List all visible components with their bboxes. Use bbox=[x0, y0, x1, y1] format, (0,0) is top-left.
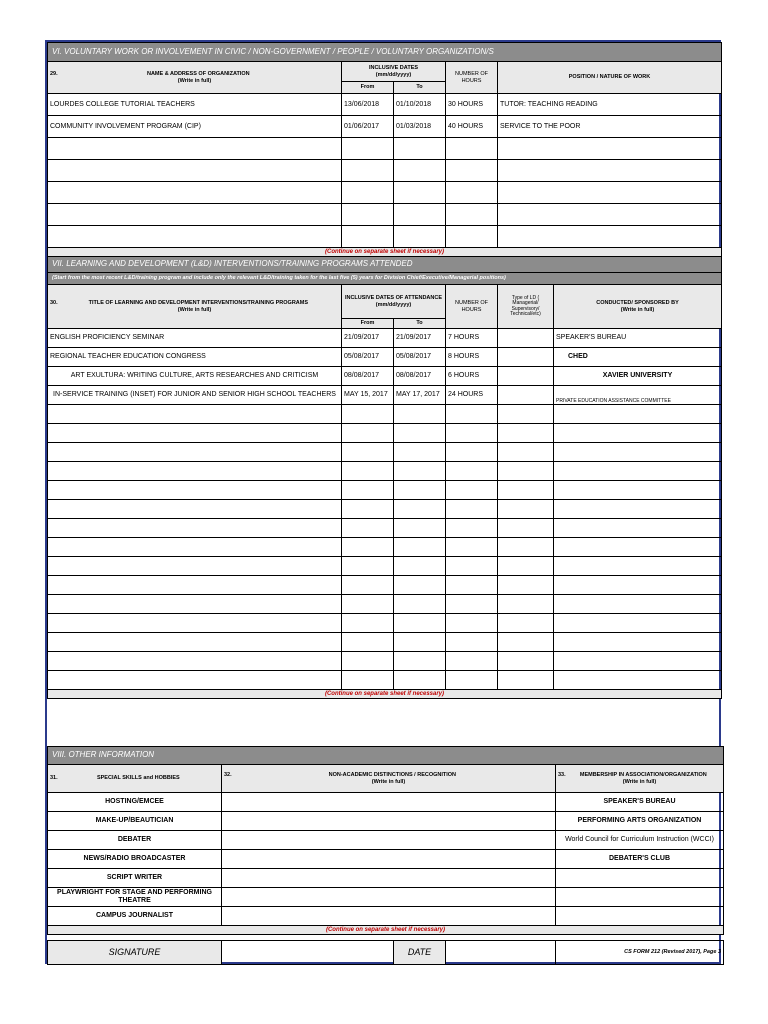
table-row bbox=[48, 831, 724, 850]
to-cell[interactable]: 01/10/2018 bbox=[394, 94, 446, 116]
org-name-cell[interactable]: COMMUNITY INVOLVEMENT PROGRAM (CIP) bbox=[48, 116, 342, 138]
conducted-by-cell[interactable] bbox=[554, 481, 722, 500]
training-title-cell[interactable]: REGIONAL TEACHER EDUCATION CONGRESS bbox=[48, 348, 342, 367]
recognition-cell[interactable] bbox=[222, 831, 556, 850]
position-cell[interactable] bbox=[498, 138, 722, 160]
table-row bbox=[48, 182, 722, 204]
from-cell[interactable] bbox=[342, 633, 394, 652]
recognition-cell[interactable] bbox=[222, 907, 556, 926]
from-cell[interactable] bbox=[342, 443, 394, 462]
from-cell[interactable] bbox=[342, 481, 394, 500]
hours-cell[interactable] bbox=[446, 226, 498, 248]
hours-cell[interactable] bbox=[446, 671, 498, 690]
table-row bbox=[48, 850, 724, 869]
membership-cell[interactable] bbox=[556, 907, 724, 926]
to-cell[interactable]: 05/08/2017 bbox=[394, 348, 446, 367]
to-header: To bbox=[394, 82, 446, 94]
conducted-by-cell[interactable] bbox=[554, 576, 722, 595]
conducted-by-cell[interactable] bbox=[554, 405, 722, 424]
to-cell[interactable] bbox=[394, 204, 446, 226]
to-cell[interactable]: MAY 17, 2017 bbox=[394, 386, 446, 405]
org-name-cell[interactable] bbox=[48, 226, 342, 248]
from-header: From bbox=[342, 82, 394, 94]
hours-cell[interactable] bbox=[446, 633, 498, 652]
table-row bbox=[48, 595, 722, 614]
ld-type-header: Type of LD ( Managerial/ Supervisory/ Technical/etc) bbox=[498, 285, 554, 329]
recognition-cell[interactable] bbox=[222, 812, 556, 831]
from-cell[interactable] bbox=[342, 182, 394, 204]
ld-type-cell[interactable] bbox=[498, 671, 554, 690]
table-row bbox=[48, 386, 722, 405]
conducted-by-header: CONDUCTED/ SPONSORED BY (Write in full) bbox=[554, 285, 722, 329]
hours-cell[interactable] bbox=[446, 160, 498, 182]
table-row bbox=[48, 405, 722, 424]
table-row bbox=[48, 481, 722, 500]
membership-cell[interactable] bbox=[556, 888, 724, 907]
training-title-cell[interactable] bbox=[48, 633, 342, 652]
skills-header: 31. SPECIAL SKILLS and HOBBIES bbox=[48, 765, 222, 793]
name-address-header: 29. NAME & ADDRESS OF ORGANIZATION (Write in full) bbox=[48, 62, 342, 94]
membership-cell[interactable]: SPEAKER'S BUREAU bbox=[556, 793, 724, 812]
ld-type-cell[interactable] bbox=[498, 557, 554, 576]
continue-note: (Continue on separate sheet if necessary) bbox=[48, 690, 722, 699]
table-row bbox=[48, 367, 722, 386]
table-row bbox=[48, 424, 722, 443]
recognition-cell[interactable] bbox=[222, 869, 556, 888]
from-cell[interactable] bbox=[342, 614, 394, 633]
form-id: CS FORM 212 (Revised 2017), Page 3 bbox=[556, 941, 724, 965]
section-title: VIII. OTHER INFORMATION bbox=[48, 747, 724, 765]
hours-header: NUMBER OF HOURS bbox=[446, 62, 498, 94]
from-cell[interactable] bbox=[342, 424, 394, 443]
inclusive-dates-header: INCLUSIVE DATES (mm/dd/yyyy) bbox=[342, 62, 446, 82]
skill-cell[interactable]: NEWS/RADIO BROADCASTER bbox=[48, 850, 222, 869]
training-title-cell[interactable] bbox=[48, 538, 342, 557]
from-cell[interactable] bbox=[342, 204, 394, 226]
ld-type-cell[interactable] bbox=[498, 405, 554, 424]
position-cell[interactable]: SERVICE TO THE POOR bbox=[498, 116, 722, 138]
hours-cell[interactable]: 8 HOURS bbox=[446, 348, 498, 367]
conducted-by-cell[interactable]: SPEAKER'S BUREAU bbox=[554, 329, 722, 348]
hours-cell[interactable] bbox=[446, 614, 498, 633]
skill-cell[interactable]: HOSTING/EMCEE bbox=[48, 793, 222, 812]
training-title-cell[interactable] bbox=[48, 405, 342, 424]
from-cell[interactable]: 13/06/2018 bbox=[342, 94, 394, 116]
from-cell[interactable] bbox=[342, 595, 394, 614]
pds-form-page bbox=[45, 40, 721, 964]
conducted-by-cell[interactable] bbox=[554, 671, 722, 690]
to-cell[interactable] bbox=[394, 138, 446, 160]
to-cell[interactable]: 08/08/2017 bbox=[394, 367, 446, 386]
table-row bbox=[48, 519, 722, 538]
hours-cell[interactable] bbox=[446, 462, 498, 481]
from-cell[interactable] bbox=[342, 576, 394, 595]
org-name-cell[interactable] bbox=[48, 160, 342, 182]
to-cell[interactable] bbox=[394, 576, 446, 595]
ld-type-cell[interactable] bbox=[498, 386, 554, 405]
date-label: DATE bbox=[394, 941, 446, 965]
from-cell[interactable]: 21/09/2017 bbox=[342, 329, 394, 348]
hours-cell[interactable] bbox=[446, 405, 498, 424]
recognition-cell[interactable] bbox=[222, 850, 556, 869]
section-subtitle: (Start from the most recent L&D/training program and include only the relevant L&D/training taken for the last five (5) years for Division Chief/Executive/Managerial positions) bbox=[48, 273, 722, 285]
to-cell[interactable] bbox=[394, 633, 446, 652]
table-row bbox=[48, 907, 724, 926]
training-title-cell[interactable] bbox=[48, 519, 342, 538]
membership-cell[interactable]: DEBATER'S CLUB bbox=[556, 850, 724, 869]
table-row bbox=[48, 812, 724, 831]
from-cell[interactable] bbox=[342, 519, 394, 538]
hours-cell[interactable] bbox=[446, 481, 498, 500]
membership-cell[interactable]: PERFORMING ARTS ORGANIZATION bbox=[556, 812, 724, 831]
table-row bbox=[48, 94, 722, 116]
to-cell[interactable] bbox=[394, 614, 446, 633]
conducted-by-cell[interactable] bbox=[554, 462, 722, 481]
continue-note: (Continue on separate sheet if necessary) bbox=[48, 926, 724, 935]
to-cell[interactable] bbox=[394, 443, 446, 462]
to-cell[interactable] bbox=[394, 462, 446, 481]
training-title-cell[interactable] bbox=[48, 595, 342, 614]
table-row bbox=[48, 793, 724, 812]
hours-cell[interactable] bbox=[446, 519, 498, 538]
position-header: POSITION / NATURE OF WORK bbox=[498, 62, 722, 94]
ld-type-cell[interactable] bbox=[498, 500, 554, 519]
org-name-cell[interactable] bbox=[48, 138, 342, 160]
to-cell[interactable] bbox=[394, 424, 446, 443]
ld-type-cell[interactable] bbox=[498, 424, 554, 443]
hours-cell[interactable] bbox=[446, 138, 498, 160]
hours-cell[interactable] bbox=[446, 424, 498, 443]
table-row bbox=[48, 614, 722, 633]
conducted-by-cell[interactable] bbox=[554, 557, 722, 576]
table-row bbox=[48, 888, 724, 907]
recognition-cell[interactable] bbox=[222, 793, 556, 812]
table-row bbox=[48, 500, 722, 519]
training-title-cell[interactable] bbox=[48, 652, 342, 671]
ld-type-cell[interactable] bbox=[498, 538, 554, 557]
position-cell[interactable]: TUTOR: TEACHING READING bbox=[498, 94, 722, 116]
ld-type-cell[interactable] bbox=[498, 348, 554, 367]
ld-type-cell[interactable] bbox=[498, 519, 554, 538]
to-cell[interactable] bbox=[394, 538, 446, 557]
table-row bbox=[48, 671, 722, 690]
ld-type-cell[interactable] bbox=[498, 367, 554, 386]
conducted-by-cell[interactable]: XAVIER UNIVERSITY bbox=[554, 367, 722, 386]
date-field[interactable] bbox=[446, 941, 556, 965]
table-row bbox=[48, 138, 722, 160]
skill-cell[interactable]: DEBATER bbox=[48, 831, 222, 850]
membership-header: 33. MEMBERSHIP IN ASSOCIATION/ORGANIZATION (Write in full) bbox=[556, 765, 724, 793]
training-title-cell[interactable] bbox=[48, 614, 342, 633]
from-cell[interactable] bbox=[342, 160, 394, 182]
from-cell[interactable] bbox=[342, 652, 394, 671]
org-name-cell[interactable] bbox=[48, 204, 342, 226]
signature-footer bbox=[47, 940, 724, 965]
table-row bbox=[48, 538, 722, 557]
hours-cell[interactable] bbox=[446, 652, 498, 671]
table-row bbox=[48, 633, 722, 652]
from-cell[interactable] bbox=[342, 671, 394, 690]
to-cell[interactable] bbox=[394, 182, 446, 204]
conducted-by-cell[interactable] bbox=[554, 424, 722, 443]
training-title-cell[interactable] bbox=[48, 500, 342, 519]
other-information-table bbox=[47, 746, 724, 935]
hours-cell[interactable]: 40 HOURS bbox=[446, 116, 498, 138]
ld-type-cell[interactable] bbox=[498, 614, 554, 633]
position-cell[interactable] bbox=[498, 182, 722, 204]
training-title-cell[interactable] bbox=[48, 424, 342, 443]
hours-cell[interactable] bbox=[446, 595, 498, 614]
signature-field[interactable] bbox=[222, 941, 394, 965]
to-cell[interactable] bbox=[394, 557, 446, 576]
hours-cell[interactable] bbox=[446, 538, 498, 557]
from-cell[interactable] bbox=[342, 557, 394, 576]
from-cell[interactable] bbox=[342, 462, 394, 481]
training-title-header: 30. TITLE OF LEARNING AND DEVELOPMENT INTERVENTIONS/TRAINING PROGRAMS (Write in full) bbox=[48, 285, 342, 329]
hours-cell[interactable] bbox=[446, 182, 498, 204]
table-row bbox=[48, 652, 722, 671]
to-cell[interactable] bbox=[394, 481, 446, 500]
attendance-dates-header: INCLUSIVE DATES OF ATTENDANCE (mm/dd/yyyy) bbox=[342, 285, 446, 319]
from-cell[interactable] bbox=[342, 226, 394, 248]
table-row bbox=[48, 226, 722, 248]
skill-cell[interactable]: PLAYWRIGHT FOR STAGE AND PERFORMING THEATRE bbox=[48, 888, 222, 907]
table-row bbox=[48, 869, 724, 888]
hours-cell[interactable]: 30 HOURS bbox=[446, 94, 498, 116]
learning-development-table bbox=[47, 256, 722, 699]
training-title-cell[interactable] bbox=[48, 557, 342, 576]
ld-type-cell[interactable] bbox=[498, 595, 554, 614]
table-row bbox=[48, 443, 722, 462]
voluntary-work-table bbox=[47, 42, 722, 257]
conducted-by-cell[interactable] bbox=[554, 652, 722, 671]
from-cell[interactable]: MAY 15, 2017 bbox=[342, 386, 394, 405]
training-title-cell[interactable] bbox=[48, 671, 342, 690]
table-row bbox=[48, 204, 722, 226]
training-title-cell[interactable]: ART EXULTURA: WRITING CULTURE, ARTS RESEARCHES AND CRITICISM bbox=[48, 367, 342, 386]
table-row bbox=[48, 557, 722, 576]
training-title-cell[interactable] bbox=[48, 443, 342, 462]
hours-cell[interactable]: 24 HOURS bbox=[446, 386, 498, 405]
conducted-by-cell[interactable] bbox=[554, 614, 722, 633]
hours-cell[interactable] bbox=[446, 576, 498, 595]
to-cell[interactable] bbox=[394, 160, 446, 182]
membership-cell[interactable]: World Council for Curriculum Instruction (WCCI) bbox=[556, 831, 724, 850]
to-cell[interactable]: 21/09/2017 bbox=[394, 329, 446, 348]
to-cell[interactable] bbox=[394, 405, 446, 424]
hours-cell[interactable]: 7 HOURS bbox=[446, 329, 498, 348]
recognition-header: 32. NON-ACADEMIC DISTINCTIONS / RECOGNITION (Write in full) bbox=[222, 765, 556, 793]
ld-type-cell[interactable] bbox=[498, 481, 554, 500]
from-header: From bbox=[342, 319, 394, 329]
membership-cell[interactable] bbox=[556, 869, 724, 888]
training-title-cell[interactable] bbox=[48, 481, 342, 500]
conducted-by-cell[interactable]: CHED bbox=[554, 348, 722, 367]
ld-type-cell[interactable] bbox=[498, 576, 554, 595]
table-row bbox=[48, 348, 722, 367]
skill-cell[interactable]: SCRIPT WRITER bbox=[48, 869, 222, 888]
hours-header: NUMBER OF HOURS bbox=[446, 285, 498, 329]
org-name-cell[interactable] bbox=[48, 182, 342, 204]
table-row bbox=[48, 576, 722, 595]
table-row bbox=[48, 462, 722, 481]
to-cell[interactable] bbox=[394, 500, 446, 519]
section-title: VII. LEARNING AND DEVELOPMENT (L&D) INTERVENTIONS/TRAINING PROGRAMS ATTENDED bbox=[48, 257, 722, 273]
table-row bbox=[48, 116, 722, 138]
hours-cell[interactable] bbox=[446, 443, 498, 462]
from-cell[interactable] bbox=[342, 538, 394, 557]
ld-type-cell[interactable] bbox=[498, 633, 554, 652]
table-row bbox=[48, 160, 722, 182]
ld-type-cell[interactable] bbox=[498, 329, 554, 348]
continue-note: (Continue on separate sheet if necessary) bbox=[48, 248, 722, 257]
from-cell[interactable] bbox=[342, 405, 394, 424]
org-name-cell[interactable]: LOURDES COLLEGE TUTORIAL TEACHERS bbox=[48, 94, 342, 116]
section-title: VI. VOLUNTARY WORK OR INVOLVEMENT IN CIVIC / NON-GOVERNMENT / PEOPLE / VOLUNTARY ORGANIZATION/S bbox=[48, 43, 722, 62]
position-cell[interactable] bbox=[498, 160, 722, 182]
ld-type-cell[interactable] bbox=[498, 462, 554, 481]
conducted-by-cell[interactable] bbox=[554, 519, 722, 538]
from-cell[interactable] bbox=[342, 138, 394, 160]
hours-cell[interactable]: 6 HOURS bbox=[446, 367, 498, 386]
hours-cell[interactable] bbox=[446, 204, 498, 226]
conducted-by-cell[interactable] bbox=[554, 633, 722, 652]
from-cell[interactable] bbox=[342, 500, 394, 519]
position-cell[interactable] bbox=[498, 226, 722, 248]
to-cell[interactable] bbox=[394, 595, 446, 614]
to-cell[interactable]: 01/03/2018 bbox=[394, 116, 446, 138]
signature-label: SIGNATURE bbox=[48, 941, 222, 965]
from-cell[interactable]: 08/08/2017 bbox=[342, 367, 394, 386]
to-cell[interactable] bbox=[394, 226, 446, 248]
training-title-cell[interactable]: IN-SERVICE TRAINING (INSET) FOR JUNIOR AND SENIOR HIGH SCHOOL TEACHERS bbox=[48, 386, 342, 405]
to-header: To bbox=[394, 319, 446, 329]
conducted-by-cell[interactable] bbox=[554, 595, 722, 614]
ld-type-cell[interactable] bbox=[498, 443, 554, 462]
conducted-by-cell[interactable] bbox=[554, 443, 722, 462]
hours-cell[interactable] bbox=[446, 500, 498, 519]
training-title-cell[interactable] bbox=[48, 576, 342, 595]
recognition-cell[interactable] bbox=[222, 888, 556, 907]
to-cell[interactable] bbox=[394, 671, 446, 690]
training-title-cell[interactable]: ENGLISH PROFICIENCY SEMINAR bbox=[48, 329, 342, 348]
to-cell[interactable] bbox=[394, 519, 446, 538]
training-title-cell[interactable] bbox=[48, 462, 342, 481]
hours-cell[interactable] bbox=[446, 557, 498, 576]
ld-type-cell[interactable] bbox=[498, 652, 554, 671]
from-cell[interactable]: 05/08/2017 bbox=[342, 348, 394, 367]
skill-cell[interactable]: MAKE-UP/BEAUTICIAN bbox=[48, 812, 222, 831]
conducted-by-cell[interactable]: PRIVATE EDUCATION ASSISTANCE COMMITTEE bbox=[554, 386, 722, 405]
skill-cell[interactable]: CAMPUS JOURNALIST bbox=[48, 907, 222, 926]
conducted-by-cell[interactable] bbox=[554, 538, 722, 557]
from-cell[interactable]: 01/06/2017 bbox=[342, 116, 394, 138]
table-row bbox=[48, 329, 722, 348]
to-cell[interactable] bbox=[394, 652, 446, 671]
conducted-by-cell[interactable] bbox=[554, 500, 722, 519]
position-cell[interactable] bbox=[498, 204, 722, 226]
